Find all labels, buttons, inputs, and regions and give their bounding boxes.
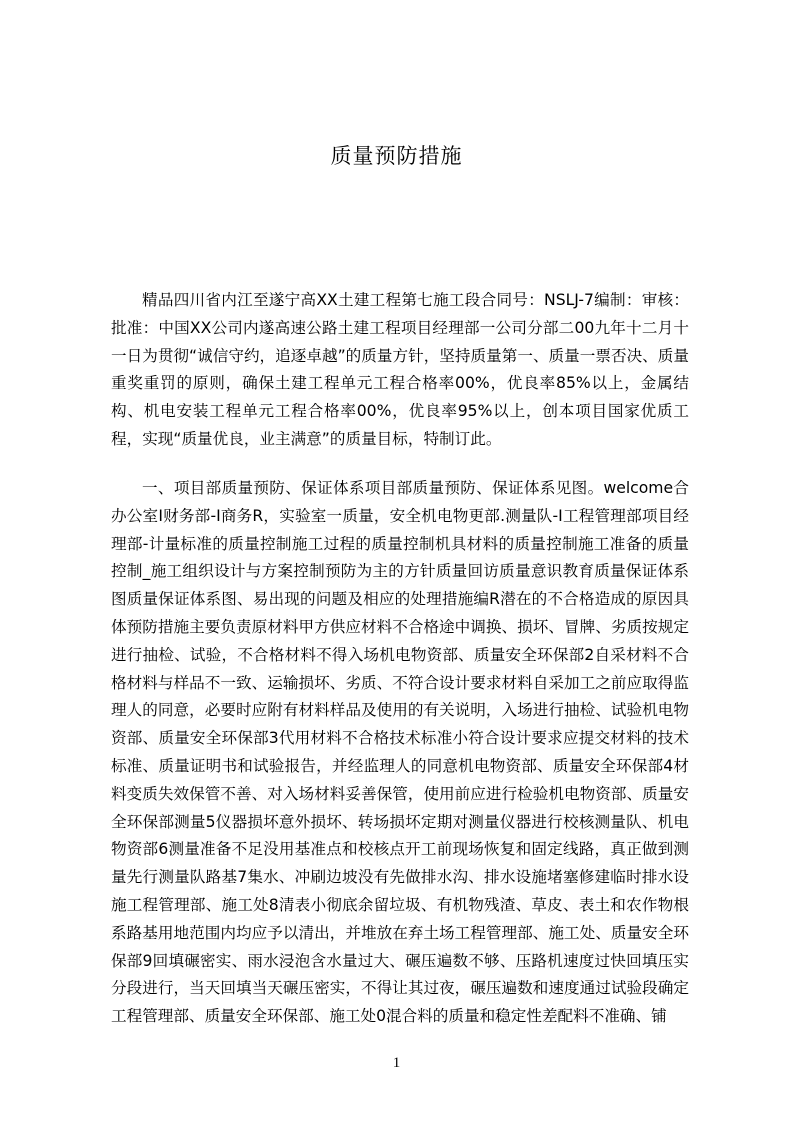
intro-paragraph: 精品四川省内江至遂宁高XX土建工程第七施工段合同号：NSLJ-7编制：审核：批准：中国XX公司内遂高速公路土建工程项目经理部一公司分部二00九年十二月十一日为贯彻“诚信守约，追逐卓越”的质量方针，坚持质量第一、质量一票否决、质量重奖重罚的原则，确保土建工程单元工程合格率00%，优良率85%以上，金属结构、机电安装工程单元工程合格率00%，优良率95%以上，创本项目国家优质工程，实现“质量优良，业主满意”的质量目标，特制订此。 <box>111 291 689 448</box>
page-number: 1 <box>392 1055 401 1071</box>
section-one-paragraph: 一、项目部质量预防、保证体系项目部质量预防、保证体系见图。welcome合办公室I财务部-I商务R，实验室一质量，安全机电物更部.测量队-I工程管理部项目经理部-计量标准的质量控制施工过程的质量控制机具材料的质量控制施工准备的质量控制_施工组织设计与方案控制预防为主的方针质量回访质量意识教育质量保证体系图质量保证体系图、易出现的问题及相应的处理措施编R潜在的不合格造成的原因具体预防措施主要负责原材料甲方供应材料不合格途中调换、损坏、冒牌、劣质按规定进行抽检、试验，不合格材料不得入场机电物资部、质量安全环保部2自采材料不合格材料与样品不一致、运输损坏、劣质、不符合设计要求材料自采加工之前应取得监理人的同意，必要时应附有材料样品及使用的有关说明，入场进行抽检、试验机电物资部、质量安全环保部3代用材料不合格技术标准小符合设计要求应提交材料的技术标准、质量证明书和试验报告，并经监理人的同意机电物资部、质量安全环保部4材料变质失效保管不善、对入场材料妥善保管，使用前应进行检验机电物资部、质量安全环保部测量5仪器损坏意外损坏、转场损坏定期对测量仪器进行校核测量队、机电物资部6测量准备不足没用基准点和校核点开工前现场恢复和固定线路，真正做到测量先行测量队路基7集水、冲刷边坡没有先做排水沟、排水设施堵塞修建临时排水设施工程管理部、施工处8清表小彻底余留垃圾、有机物残渣、草皮、表土和农作物根系路基用地范围内均应予以清出，并堆放在弃土场工程管理部、施工处、质量安全环保部9回填碾密实、雨水浸泡含水量过大、碾压遍数不够、压路机速度过快回填压实分段进行，当天回填当天碾压密实，不得让其过夜，碾压遍数和速度通过试验段确定工程管理部、质量安全环保部、施工处0混合料的质量和稳定性差配料不准确、铺 <box>111 479 689 1026</box>
page-title: 质量预防措施 <box>330 144 463 168</box>
